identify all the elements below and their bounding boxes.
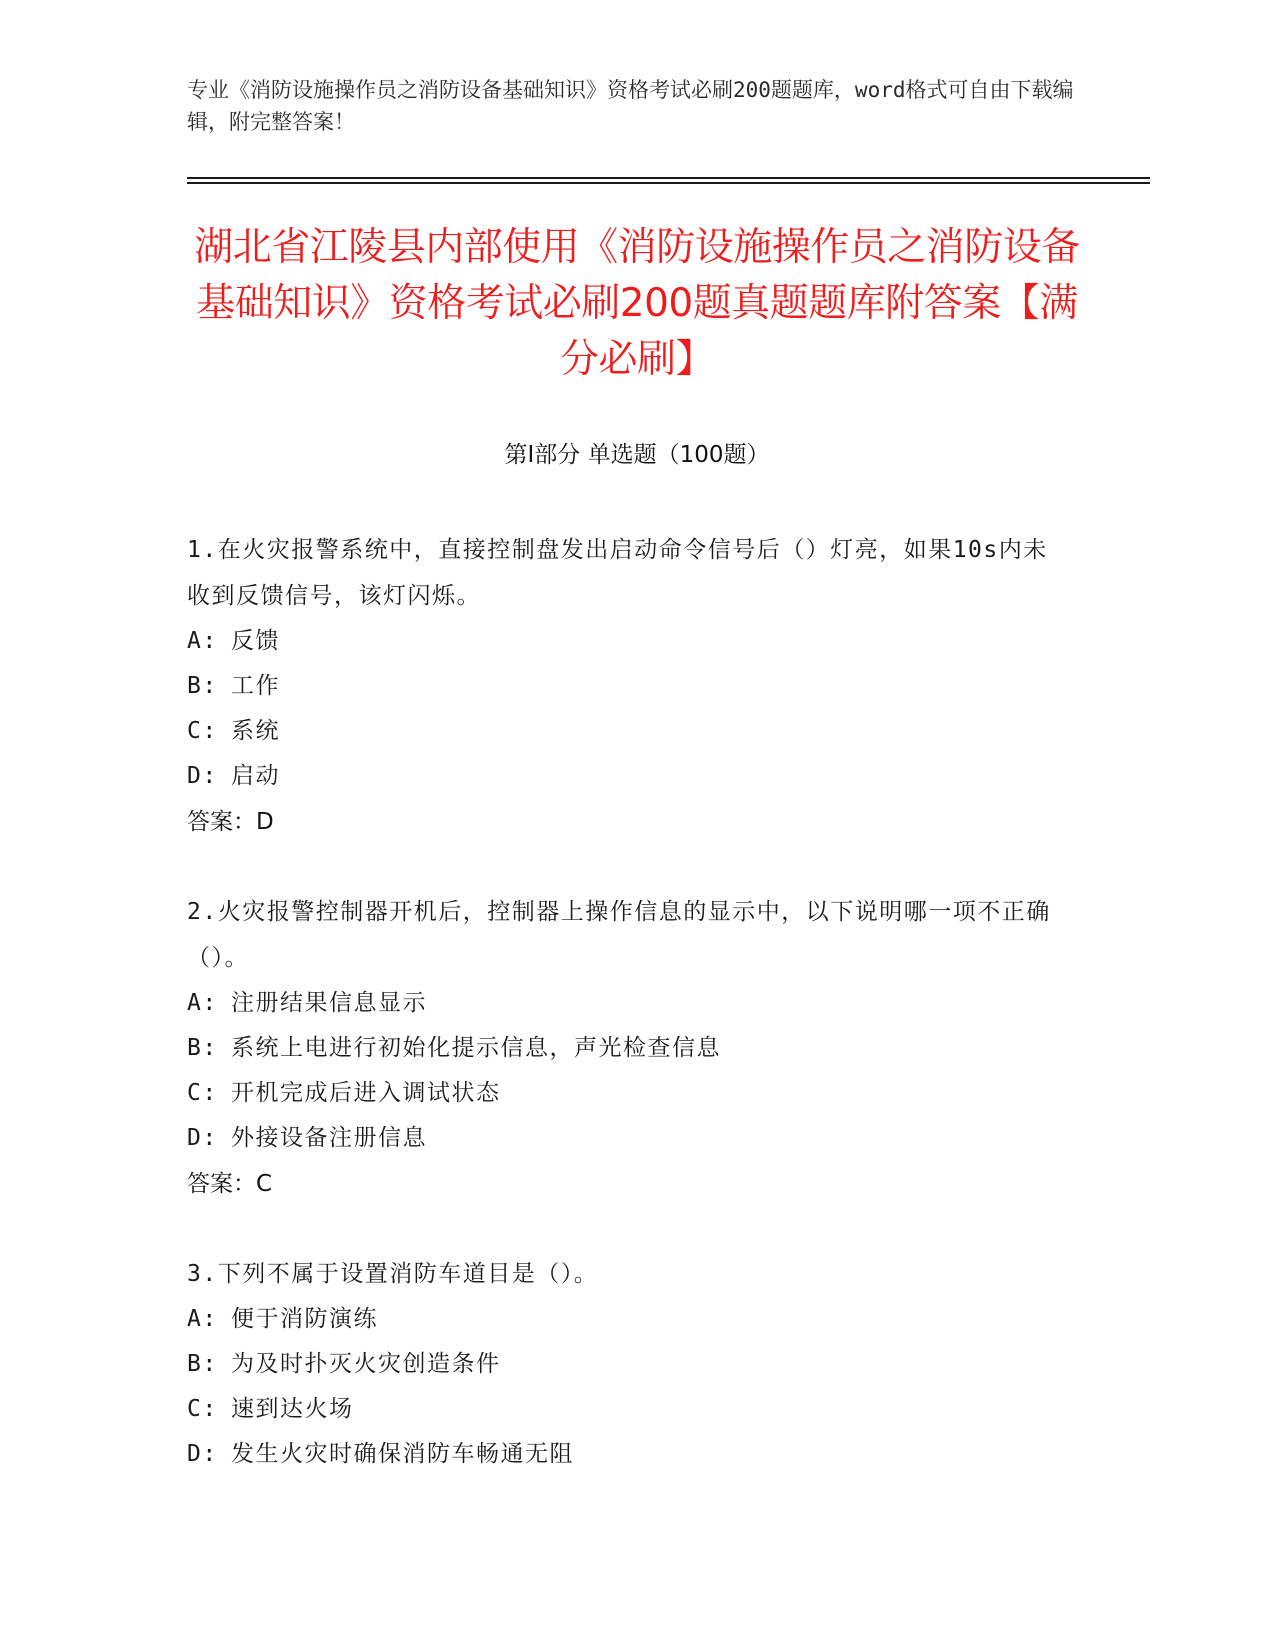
option-a xyxy=(187,619,1067,664)
option-text: 系统 xyxy=(231,718,280,744)
option-key: D: xyxy=(187,1125,218,1151)
option-key: D: xyxy=(187,1441,218,1467)
option-key: B: xyxy=(187,1351,218,1377)
option-a xyxy=(187,981,1067,1026)
section-heading: 第Ⅰ部分 单选题（100题） xyxy=(504,442,770,468)
option-text: 反馈 xyxy=(231,628,280,654)
question-1 xyxy=(187,527,1067,845)
question-text: 2.火灾报警控制器开机后，控制器上操作信息的显示中，以下说明哪一项不正确（）。 xyxy=(187,899,1051,971)
option-text: 启动 xyxy=(231,763,280,789)
option-a xyxy=(187,1297,1067,1342)
option-text: 系统上电进行初始化提示信息，声光检查信息 xyxy=(231,1035,721,1061)
option-d xyxy=(187,1116,1067,1161)
question-3 xyxy=(187,1251,1067,1477)
option-c xyxy=(187,709,1067,754)
option-b xyxy=(187,1342,1067,1387)
option-key: B: xyxy=(187,1035,218,1061)
option-b xyxy=(187,1026,1067,1071)
option-key: C: xyxy=(187,1396,218,1422)
option-key: A: xyxy=(187,990,218,1016)
option-key: C: xyxy=(187,1080,218,1106)
option-key: A: xyxy=(187,628,218,654)
option-text: 便于消防演练 xyxy=(231,1306,378,1332)
header-note: 专业《消防设施操作员之消防设备基础知识》资格考试必刷200题题库，word格式可自由下载编辑，附完整答案！ xyxy=(187,78,1074,134)
answer-line: 答案：C xyxy=(187,1171,273,1197)
option-c xyxy=(187,1071,1067,1116)
option-key: A: xyxy=(187,1306,218,1332)
question-2 xyxy=(187,889,1067,1207)
option-text: 开机完成后进入调试状态 xyxy=(231,1080,501,1106)
header-divider-bottom xyxy=(187,182,1150,184)
header-divider-top xyxy=(187,177,1150,179)
option-text: 注册结果信息显示 xyxy=(231,990,427,1016)
option-key: C: xyxy=(187,718,218,744)
answer-line: 答案：D xyxy=(187,809,274,835)
option-text: 外接设备注册信息 xyxy=(231,1125,427,1151)
option-b xyxy=(187,664,1067,709)
option-text: 工作 xyxy=(231,673,280,699)
option-d xyxy=(187,754,1067,799)
option-d xyxy=(187,1432,1067,1477)
option-text: 速到达火场 xyxy=(231,1396,354,1422)
question-text: 1.在火灾报警系统中，直接控制盘发出启动命令信号后（）灯亮，如果10s内未收到反馈信号，该灯闪烁。 xyxy=(187,537,1048,609)
option-text: 发生火灾时确保消防车畅通无阻 xyxy=(231,1441,574,1467)
question-text: 3.下列不属于设置消防车道目是（）。 xyxy=(187,1261,599,1287)
option-key: D: xyxy=(187,763,218,789)
option-text: 为及时扑灭火灾创造条件 xyxy=(231,1351,501,1377)
option-c xyxy=(187,1387,1067,1432)
document-title: 湖北省江陵县内部使用《消防设施操作员之消防设备基础知识》资格考试必刷200题真题题库附答案【满分必刷】 xyxy=(194,225,1080,382)
option-key: B: xyxy=(187,673,218,699)
